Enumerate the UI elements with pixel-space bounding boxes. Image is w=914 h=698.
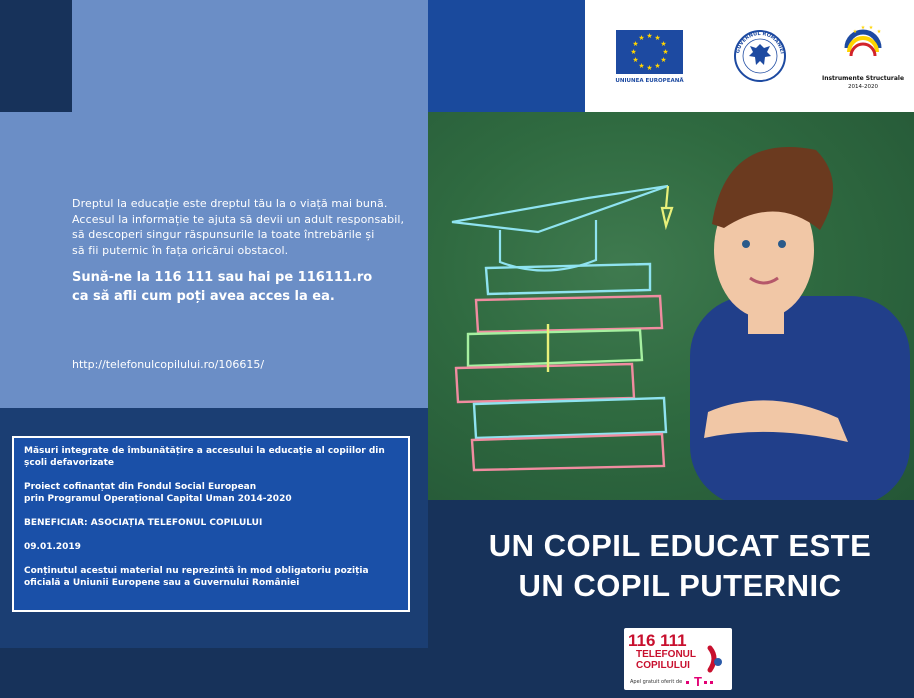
eu-flag-icon	[616, 30, 683, 74]
call-to-action-line: Sună-ne la 116 111 sau hai pe 116111.ro	[72, 270, 373, 285]
chalk-books-icon	[456, 264, 666, 470]
beneficiary-text: BENEFICIAR: ASOCIAȚIA TELEFONUL COPILULUI	[24, 518, 263, 528]
svg-text:★: ★	[876, 29, 882, 35]
telekom-logo-icon: T	[694, 674, 702, 689]
cofinance-text	[24, 481, 398, 505]
hero-photo	[428, 112, 914, 500]
helpline-number: 116 111	[628, 631, 687, 650]
graduation-cap-icon	[452, 186, 672, 271]
helpline-logo	[624, 628, 732, 690]
headline-line: UN COPIL PUTERNIC	[518, 568, 842, 603]
call-to-action-line: ca să afli cum poți avea acces la ea.	[72, 289, 335, 304]
headline	[440, 526, 914, 606]
helpline-tagline: Apel gratuit oferit de	[630, 679, 683, 685]
structural-instruments-icon	[847, 25, 882, 56]
project-info-box	[12, 436, 410, 612]
call-to-action	[72, 268, 417, 306]
svg-text:★: ★	[660, 40, 667, 48]
funding-logos	[585, 0, 914, 112]
svg-text:★: ★	[632, 40, 639, 48]
phone-handset-icon	[710, 648, 722, 670]
svg-text:★: ★	[662, 48, 669, 56]
left-bottom-strip	[0, 648, 428, 698]
disclaimer-text: Conținutul acestui material nu reprezintă în mod obligatoriu poziția oficială a Uniunii Europene sau a Guvernului României	[24, 566, 369, 588]
svg-text:★: ★	[654, 62, 661, 70]
boy-figure	[690, 147, 910, 500]
intro-paragraph	[72, 196, 417, 258]
svg-text:★: ★	[654, 34, 661, 42]
government-seal-text: GUVERNUL ROMÂNIEI	[735, 30, 785, 55]
svg-text:★: ★	[630, 48, 637, 56]
svg-text:★: ★	[860, 25, 866, 31]
helpline-logo-graphic	[624, 628, 732, 690]
hero-illustration	[428, 112, 914, 500]
project-title: Măsuri integrate de îmbunătățire a accesului la educație al copiilor din școli defavorizate	[24, 446, 385, 468]
svg-text:★: ★	[638, 62, 645, 70]
source-url-link[interactable]: http://telefonulcopilului.ro/106615/	[72, 358, 265, 371]
date-text: 09.01.2019	[24, 542, 81, 552]
helpline-name-line: COPILULUI	[636, 660, 690, 671]
funding-logo-bar	[585, 0, 914, 112]
eu-caption: UNIUNEA EUROPEANĂ	[615, 78, 684, 84]
structural-instruments-caption: Instrumente Structurale	[821, 75, 905, 82]
svg-text:★: ★	[646, 32, 653, 40]
cofinance-line: Proiect cofinanțat din Fondul Social European	[24, 482, 257, 492]
government-seal-icon	[735, 31, 785, 81]
top-left-dark-block	[0, 0, 72, 112]
right-top-strip	[428, 0, 585, 112]
svg-text:★: ★	[638, 34, 645, 42]
helpline-name-line: TELEFONUL	[636, 649, 696, 660]
svg-text:★: ★	[852, 29, 858, 35]
svg-text:★: ★	[868, 25, 874, 31]
intro-line: să fii puternic în fața oricărui obstacol.	[72, 243, 289, 257]
headline-line: UN COPIL EDUCAT ESTE	[488, 528, 872, 563]
svg-text:★: ★	[646, 64, 653, 72]
intro-line: Accesul la informație te ajuta să devii un adult responsabil,	[72, 212, 405, 226]
svg-text:★: ★	[660, 56, 667, 64]
cofinance-line: prin Programul Operațional Capital Uman 2014-2020	[24, 494, 292, 504]
intro-line: să descoperi singur răspunsurile la toate întrebările și	[72, 228, 375, 241]
intro-line: Dreptul la educație este dreptul tău la o viață mai bună.	[72, 197, 388, 210]
structural-instruments-years: 2014-2020	[848, 84, 878, 90]
svg-text:★: ★	[632, 56, 639, 64]
top-blue-block	[72, 0, 428, 112]
